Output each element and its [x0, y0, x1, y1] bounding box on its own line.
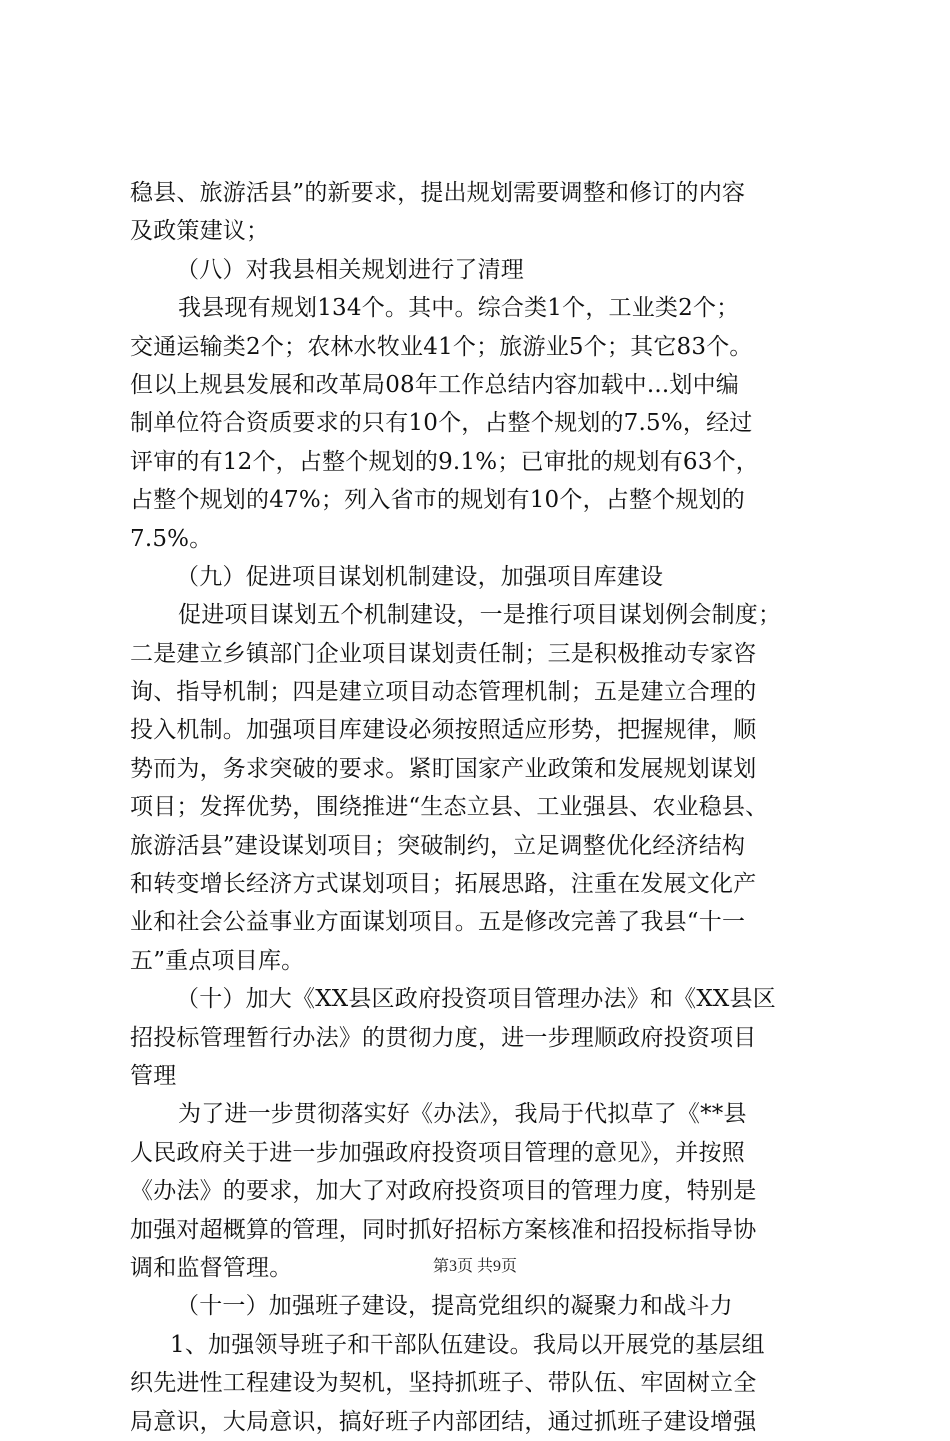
- text-line: 业和社会公益事业方面谋划项目。五是修改完善了我县“十一: [130, 909, 746, 936]
- text-line: 及政策建议；: [130, 218, 270, 245]
- text-line: 旅游活县”建设谋划项目；突破制约，立足调整优化经济结构: [130, 832, 746, 859]
- text-line: 和转变增长经济方式谋划项目；拓展思路，注重在发展文化产: [130, 871, 757, 898]
- text-line: 人民政府关于进一步加强政府投资项目管理的意见》，并按照: [130, 1139, 745, 1166]
- text-line: 招投标管理暂行办法》的贯彻力度，进一步理顺政府投资项目: [130, 1024, 757, 1051]
- text-line: （九）促进项目谋划机制建设，加强项目库建设: [176, 563, 664, 590]
- text-line: 交通运输类2个；农林水牧业41个；旅游业5个；其它83个。: [130, 333, 753, 360]
- text-line: （八）对我县相关规划进行了清理: [176, 256, 524, 283]
- text-line: 稳县、旅游活县”的新要求，提出规划需要调整和修订的内容: [130, 180, 746, 206]
- text-line: 1、加强领导班子和干部队伍建设。我局以开展党的基层组: [170, 1331, 765, 1358]
- text-line: 项目；发挥优势，围绕推进“生态立县、工业强县、农业稳县、: [130, 794, 769, 821]
- text-line: 二是建立乡镇部门企业项目谋划责任制；三是积极推动专家咨: [130, 640, 757, 667]
- text-line: 为了进一步贯彻落实好《办法》，我局于代拟草了《**县: [178, 1101, 747, 1128]
- text-line: 我县现有规划134个。其中。综合类1个，工业类2个；: [178, 295, 740, 322]
- text-line: 《办法》的要求，加大了对政府投资项目的管理力度，特别是: [130, 1178, 757, 1205]
- text-line: （十一）加强班子建设，提高党组织的凝聚力和战斗力: [176, 1293, 733, 1320]
- page-footer: 第3页 共9页: [432, 1258, 517, 1275]
- text-line: 制单位符合资质要求的只有10个，占整个规划的7.5%，经过: [130, 410, 753, 437]
- text-line: （十）加大《XX县区政府投资项目管理办法》和《XX县区: [176, 986, 776, 1013]
- text-line: 局意识，大局意识，搞好班子内部团结，通过抓班子建设增强: [130, 1408, 757, 1435]
- text-line: 7.5%。: [130, 525, 213, 552]
- text-line: 势而为，务求突破的要求。紧盯国家产业政策和发展规划谋划: [130, 755, 757, 782]
- text-line: 管理: [130, 1062, 177, 1089]
- document-body: [130, 174, 835, 1441]
- text-line: 调和监督管理。: [130, 1254, 293, 1281]
- text-line: 五”重点项目库。: [130, 947, 305, 974]
- text-line: 但以上规县发展和改革局08年工作总结内容加载中...划中编: [130, 371, 739, 398]
- text-line: 织先进性工程建设为契机，坚持抓班子、带队伍、牢固树立全: [130, 1370, 757, 1397]
- text-line: 加强对超概算的管理，同时抓好招标方案核准和招投标指导协: [130, 1216, 757, 1243]
- text-line: 占整个规划的47%；列入省市的规划有10个，占整个规划的: [130, 487, 745, 514]
- text-line: 促进项目谋划五个机制建设，一是推行项目谋划例会制度；: [178, 602, 782, 629]
- text-line: 评审的有12个，占整个规划的9.1%；已审批的规划有63个，: [130, 448, 759, 475]
- text-line: 询、指导机制；四是建立项目动态管理机制；五是建立合理的: [130, 679, 757, 706]
- text-line: 投入机制。加强项目库建设必须按照适应形势，把握规律，顺: [130, 717, 757, 744]
